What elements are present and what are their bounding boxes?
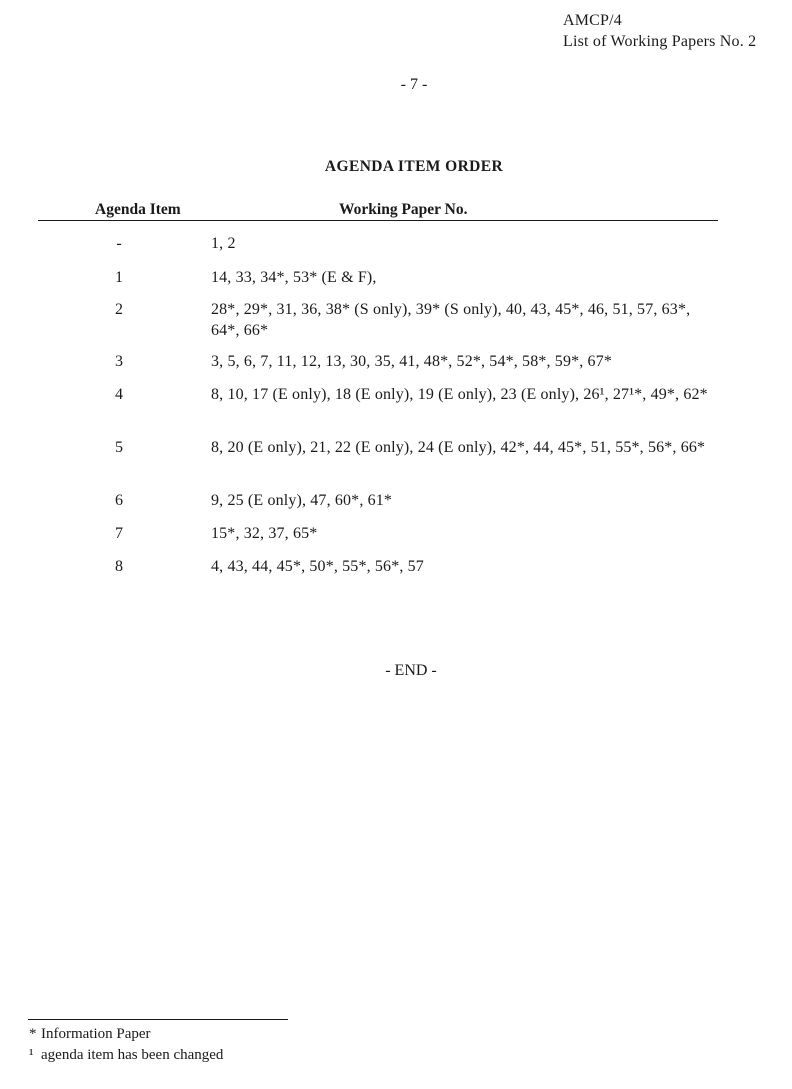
table-row [0, 556, 792, 589]
agenda-item-cell: 6 [115, 492, 123, 509]
working-papers-cell: 15*, 32, 37, 65* [211, 525, 318, 542]
table-row [0, 384, 792, 437]
working-papers-cell: 4, 43, 44, 45*, 50*, 55*, 56*, 57 [211, 558, 424, 575]
table-row [0, 233, 792, 267]
agenda-item-cell: 7 [115, 525, 123, 542]
working-papers-cell: 9, 25 (E only), 47, 60*, 61* [211, 492, 393, 509]
document-code: AMCP/4 [563, 12, 622, 29]
header-divider [38, 220, 718, 221]
footnote-text: Information Paper [41, 1026, 151, 1042]
section-title: AGENDA ITEM ORDER [324, 158, 504, 175]
agenda-item-cell: 3 [115, 353, 123, 370]
footnote-mark: * [29, 1026, 37, 1042]
working-papers-cell: 8, 10, 17 (E only), 18 (E only), 19 (E only), 23 (E only), 26¹, 27¹*, 49*, 62* [211, 386, 708, 403]
agenda-item-cell: 1 [115, 269, 123, 286]
table-row [0, 523, 792, 556]
footnotes [29, 1024, 223, 1066]
agenda-item-cell: 8 [115, 558, 123, 575]
footnote-mark: ¹ [29, 1047, 34, 1063]
working-papers-cell: 3, 5, 6, 7, 11, 12, 13, 30, 35, 41, 48*, 52*, 54*, 58*, 59*, 67* [211, 353, 613, 370]
table-row [0, 437, 792, 490]
working-papers-cell: 14, 33, 34*, 53* (E & F), [211, 269, 377, 286]
working-papers-cell: 28*, 29*, 31, 36, 38* (S only), 39* (S only), 40, 43, 45*, 46, 51, 57, 63*, 64*, 66* [211, 301, 691, 339]
document-subtitle: List of Working Papers No. 2 [563, 33, 757, 50]
agenda-item-cell: 5 [115, 439, 123, 456]
table-row [0, 299, 792, 351]
working-papers-cell: 8, 20 (E only), 21, 22 (E only), 24 (E only), 42*, 44, 45*, 51, 55*, 56*, 66* [211, 439, 706, 456]
page-number: - 7 - [400, 76, 428, 93]
agenda-item-cell: 4 [115, 386, 123, 403]
working-papers-cell: 1, 2 [211, 235, 236, 252]
table-row [0, 351, 792, 384]
column-header-agenda-item: Agenda Item [95, 201, 181, 218]
end-marker: - END - [385, 662, 437, 679]
footnote-text: agenda item has been changed [41, 1047, 224, 1063]
table-row [0, 490, 792, 523]
agenda-item-cell: 2 [115, 301, 123, 318]
table-row [0, 267, 792, 299]
document-header [563, 10, 756, 52]
footnote-agenda-changed [29, 1045, 223, 1066]
column-header-working-paper: Working Paper No. [339, 201, 468, 218]
agenda-table [0, 233, 792, 589]
agenda-item-cell: - [116, 235, 122, 252]
footnote-divider [28, 1019, 288, 1020]
footnote-information-paper [29, 1024, 223, 1045]
